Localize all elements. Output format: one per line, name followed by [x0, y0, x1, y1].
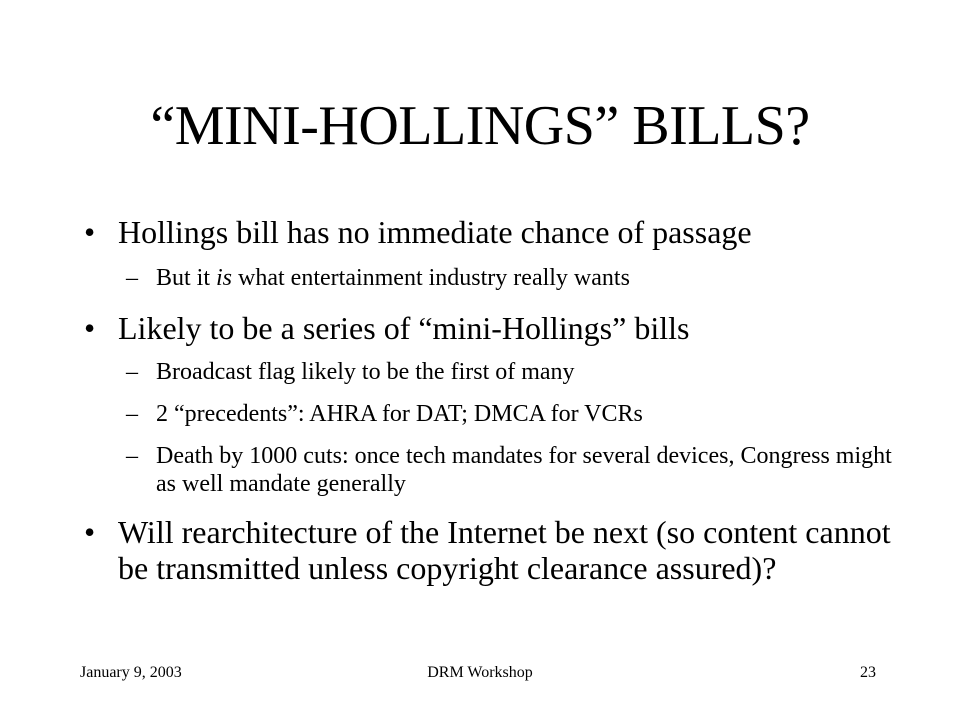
bullet-icon: • — [84, 514, 96, 550]
slide-title: “MINI-HOLLINGS” BILLS? — [150, 95, 810, 157]
dash-icon: – — [126, 443, 138, 469]
slide-body — [84, 214, 904, 586]
sub-bullet-text: Death by 1000 cuts: once tech mandates for several devices, Congress might as well mandate generally — [156, 443, 892, 497]
sub-bullet-text-before: But it — [156, 265, 217, 291]
sub-bullet-item — [84, 264, 904, 292]
bullet-item — [84, 214, 904, 250]
bullet-icon: • — [84, 310, 96, 346]
footer-date: January 9, 2003 — [80, 664, 182, 681]
bullet-icon: • — [84, 214, 96, 250]
footer-page-number: 23 — [860, 664, 876, 681]
sub-bullet-item — [84, 442, 904, 498]
dash-icon: – — [126, 359, 138, 385]
dash-icon: – — [126, 401, 138, 427]
sub-bullet-item — [84, 358, 904, 386]
bullet-text: Hollings bill has no immediate chance of passage — [118, 214, 752, 250]
bullet-item — [84, 514, 904, 586]
sub-bullet-text: 2 “precedents”: AHRA for DAT; DMCA for VCRs — [156, 401, 643, 427]
sub-bullet-item — [84, 400, 904, 428]
sub-bullet-text-emphasis: is — [216, 265, 233, 291]
footer-event: DRM Workshop — [427, 664, 533, 681]
bullet-item — [84, 310, 904, 346]
sub-bullet-text: Broadcast flag likely to be the first of many — [156, 359, 575, 385]
bullet-text: Likely to be a series of “mini-Hollings” bills — [118, 310, 690, 346]
bullet-text: Will rearchitecture of the Internet be next (so content cannot be transmitted unless copyright clearance assured)? — [118, 514, 891, 586]
sub-bullet-text-after: what entertainment industry really wants — [232, 265, 630, 291]
dash-icon: – — [126, 265, 138, 291]
